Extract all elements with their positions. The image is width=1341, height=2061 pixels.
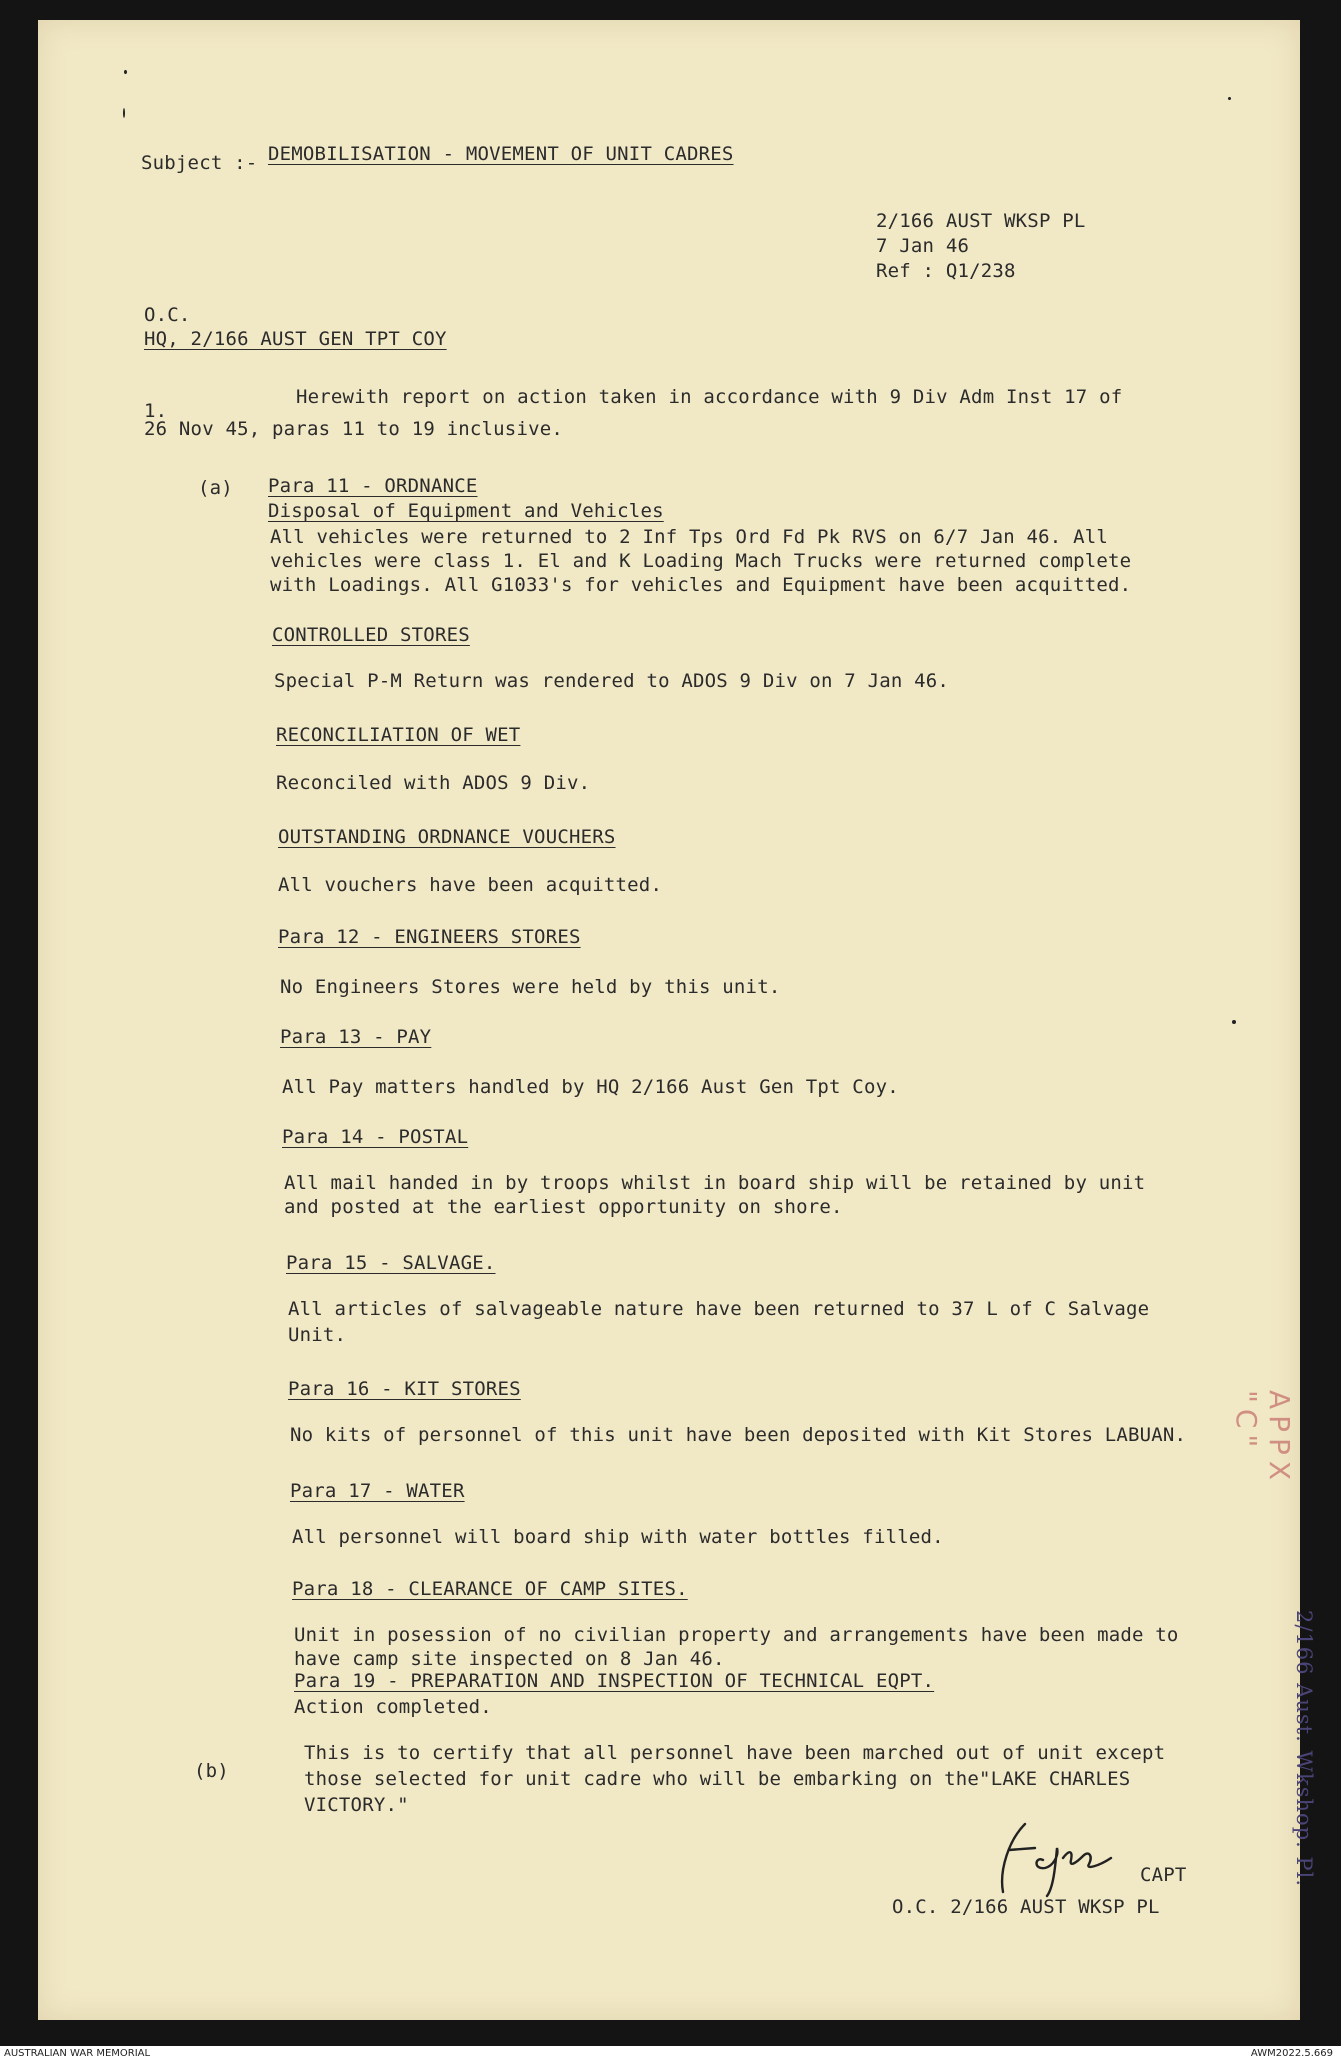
para18-text-1: Unit in posession of no civilian property and arrangements have been made to (294, 1624, 1179, 1646)
sender-unit: 2/166 AUST WKSP PL (876, 210, 1086, 232)
ink-speck (123, 108, 125, 118)
reconciliation-text: Reconciled with ADOS 9 Div. (276, 772, 591, 794)
para12-heading: Para 12 - ENGINEERS STORES (278, 926, 581, 948)
section-b-text-3: VICTORY." (304, 1794, 409, 1816)
subject-label: Subject :- (141, 152, 258, 174)
para14-text-2: and posted at the earliest opportunity on shore. (284, 1196, 843, 1218)
unit-stamp: 2/166 Aust. Wkshop. Pl. (1292, 1610, 1316, 1888)
section-b-marker: (b) (194, 1760, 229, 1782)
subject-title: DEMOBILISATION - MOVEMENT OF UNIT CADRES (268, 143, 734, 165)
para18-heading: Para 18 - CLEARANCE OF CAMP SITES. (292, 1578, 688, 1600)
handwritten-signature (973, 1810, 1143, 1900)
disposal-text-1: All vehicles were returned to 2 Inf Tps Ord Fd Pk RVS on 6/7 Jan 46. All (270, 526, 1109, 548)
para14-heading: Para 14 - POSTAL (282, 1126, 469, 1148)
disposal-heading: Disposal of Equipment and Vehicles (268, 500, 664, 522)
para12-text: No Engineers Stores were held by this unit. (280, 976, 781, 998)
para16-text: No kits of personnel of this unit have been deposited with Kit Stores LABUAN. (290, 1424, 1187, 1446)
para1-number: 1. (144, 400, 168, 422)
para11-heading: Para 11 - ORDNANCE (268, 475, 478, 497)
para1-line1: Herewith report on action taken in accordance with 9 Div Adm Inst 17 of (296, 386, 1123, 408)
addressee-line1: O.C. (144, 304, 191, 326)
controlled-stores-heading: CONTROLLED STORES (272, 624, 470, 646)
footer-item-id: AWM2022.5.669 (1250, 2048, 1333, 2059)
section-a-marker: (a) (198, 477, 233, 499)
ink-speck (124, 70, 127, 74)
sender-date: 7 Jan 46 (876, 235, 970, 257)
ink-speck (1232, 1020, 1236, 1024)
archive-footer (0, 2046, 1341, 2061)
signature-rank: CAPT (1140, 1864, 1187, 1886)
para13-text: All Pay matters handled by HQ 2/166 Aust Gen Tpt Coy. (282, 1076, 899, 1098)
para19-heading: Para 19 - PREPARATION AND INSPECTION OF TECHNICAL EQPT. (294, 1670, 935, 1692)
footer-archive-name: AUSTRALIAN WAR MEMORIAL (4, 2048, 151, 2059)
para14-text-1: All mail handed in by troops whilst in board ship will be retained by unit (284, 1172, 1146, 1194)
reconciliation-heading: RECONCILIATION OF WET (276, 724, 521, 746)
signature-block: O.C. 2/166 AUST WKSP PL (892, 1896, 1160, 1918)
para15-heading: Para 15 - SALVAGE. (286, 1252, 496, 1274)
document-page (38, 20, 1316, 2020)
ink-speck (1228, 97, 1231, 100)
para17-text: All personnel will board ship with water bottles filled. (292, 1526, 944, 1548)
para16-heading: Para 16 - KIT STORES (288, 1378, 521, 1400)
disposal-text-2: vehicles were class 1. El and K Loading Mach Trucks were returned complete (270, 550, 1132, 572)
para17-heading: Para 17 - WATER (290, 1480, 465, 1502)
sender-ref: Ref : Q1/238 (876, 260, 1016, 282)
section-b-text-2: those selected for unit cadre who will be embarking on the"LAKE CHARLES (304, 1768, 1131, 1790)
para18-text-2: have camp site inspected on 8 Jan 46. (294, 1648, 725, 1670)
section-b-text-1: This is to certify that all personnel have been marched out of unit except (304, 1742, 1166, 1764)
para15-text-1: All articles of salvageable nature have been returned to 37 L of C Salvage (288, 1298, 1150, 1320)
pencil-appendix-note: APPX "C" (1230, 1390, 1296, 1487)
para1-line2: 26 Nov 45, paras 11 to 19 inclusive. (144, 418, 564, 440)
para15-text-2: Unit. (288, 1324, 347, 1346)
addressee-line2: HQ, 2/166 AUST GEN TPT COY (144, 328, 447, 350)
vouchers-text: All vouchers have been acquitted. (278, 874, 663, 896)
para19-text: Action completed. (294, 1696, 492, 1718)
vouchers-heading: OUTSTANDING ORDNANCE VOUCHERS (278, 826, 616, 848)
para13-heading: Para 13 - PAY (280, 1026, 432, 1048)
disposal-text-3: with Loadings. All G1033's for vehicles and Equipment have been acquitted. (270, 574, 1132, 596)
controlled-stores-text: Special P-M Return was rendered to ADOS 9 Div on 7 Jan 46. (274, 670, 950, 692)
